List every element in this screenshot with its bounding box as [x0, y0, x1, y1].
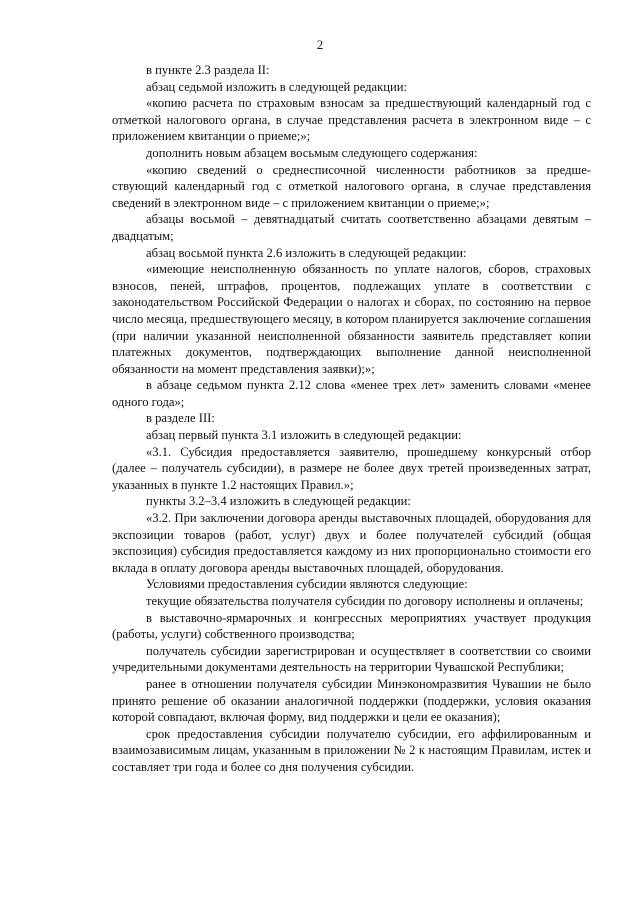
paragraph: «имеющие неисполненную обязанность по уплате налогов, сборов, страховых взносов, пеней, штрафов, процентов, подлежащих уплате в соответствии с законодательством Российской Федерации о налогах и сборах, по состоянию на первое число месяца, предшествующего месяцу, в котором планируется заключение соглашения (при наличии указанной неисполненной обязанности заявитель представляет копии платежных документов, подтверждающих выполнение данной неисполненной обязанности на момент представления заявки);»; — [112, 262, 591, 376]
paragraph: в разделе III: — [146, 411, 215, 426]
paragraph: получатель субсидии зарегистрирован и осуществляет в соответствии со своими учредительными документами деятельность на территории Чувашской Республики; — [112, 643, 591, 675]
paragraph: пункты 3.2–3.4 изложить в следующей редакции: — [146, 494, 411, 509]
paragraph: абзац восьмой пункта 2.6 изложить в следующей редакции: — [146, 245, 467, 260]
paragraph: «копию расчета по страховым взносам за предшествующий календарный год с отметкой налогового органа, в случае представления расчета в электронном виде – с приложением квитанции о приеме;»; — [112, 96, 591, 144]
paragraph: Условиями предоставления субсидии являются следующие: — [146, 577, 468, 592]
paragraph: в выставочно-ярмарочных и конгрессных мероприятиях участвует продукция (работы, услуги) собственного производства; — [112, 610, 591, 642]
document-body — [112, 62, 591, 776]
paragraph: абзацы восьмой – девятнадцатый считать соответственно абзацами девятым – двадцатым; — [112, 212, 591, 243]
paragraph: в абзаце седьмом пункта 2.12 слова «менее трех лет» заменить словами «менее одного года»; — [112, 378, 591, 409]
paragraph: «3.2. При заключении договора аренды выставочных площадей, оборудования для экспозиции товаров (работ, услуг) двух и более получателей субсидий (общая экспозиция) субсидия предоставляется каждому из них пропорционально стоимости его вклада в оплату договора аренды выставочных площадей, оборудования. — [112, 511, 591, 575]
paragraph: текущие обязательства получателя субсидии по договору исполнены и оплачены; — [146, 594, 584, 608]
paragraph: ранее в отношении получателя субсидии Минэкономразвития Чувашии не было принято решение об оказании аналогичной поддержки (поддержки, условия оказания которой совпадают, включая форму, вид поддержки и цели ее оказания); — [112, 676, 591, 725]
paragraph: дополнить новым абзацем восьмым следующего содержания: — [146, 145, 478, 160]
paragraph: абзац седьмой изложить в следующей редакции: — [146, 79, 407, 94]
paragraph: абзац первый пункта 3.1 изложить в следующей редакции: — [146, 428, 462, 443]
paragraph: срок предоставления субсидии получателю субсидии, его аффилированным и взаимозависимым лицам, указанным в приложении № 2 к настоящим Правилам, истек и составляет три года и более со дня получения субсидии. — [112, 726, 591, 774]
page-number: 2 — [316, 37, 324, 52]
paragraph: «3.1. Субсидия предоставляется заявителю, прошедшему конкурсный отбор (далее – получатель субсидии), в размере не более двух третей произведенных затрат, указанных в пункте 1.2 настоящих Правил.»; — [112, 444, 591, 492]
paragraph: в пункте 2.3 раздела II: — [146, 63, 270, 77]
paragraph: «копию сведений о среднесписочной численности работников за предшествующий календарный год с отметкой налогового органа, в случае представления сведений в электронном виде – с приложением квитанции о приеме;»; — [112, 162, 591, 210]
